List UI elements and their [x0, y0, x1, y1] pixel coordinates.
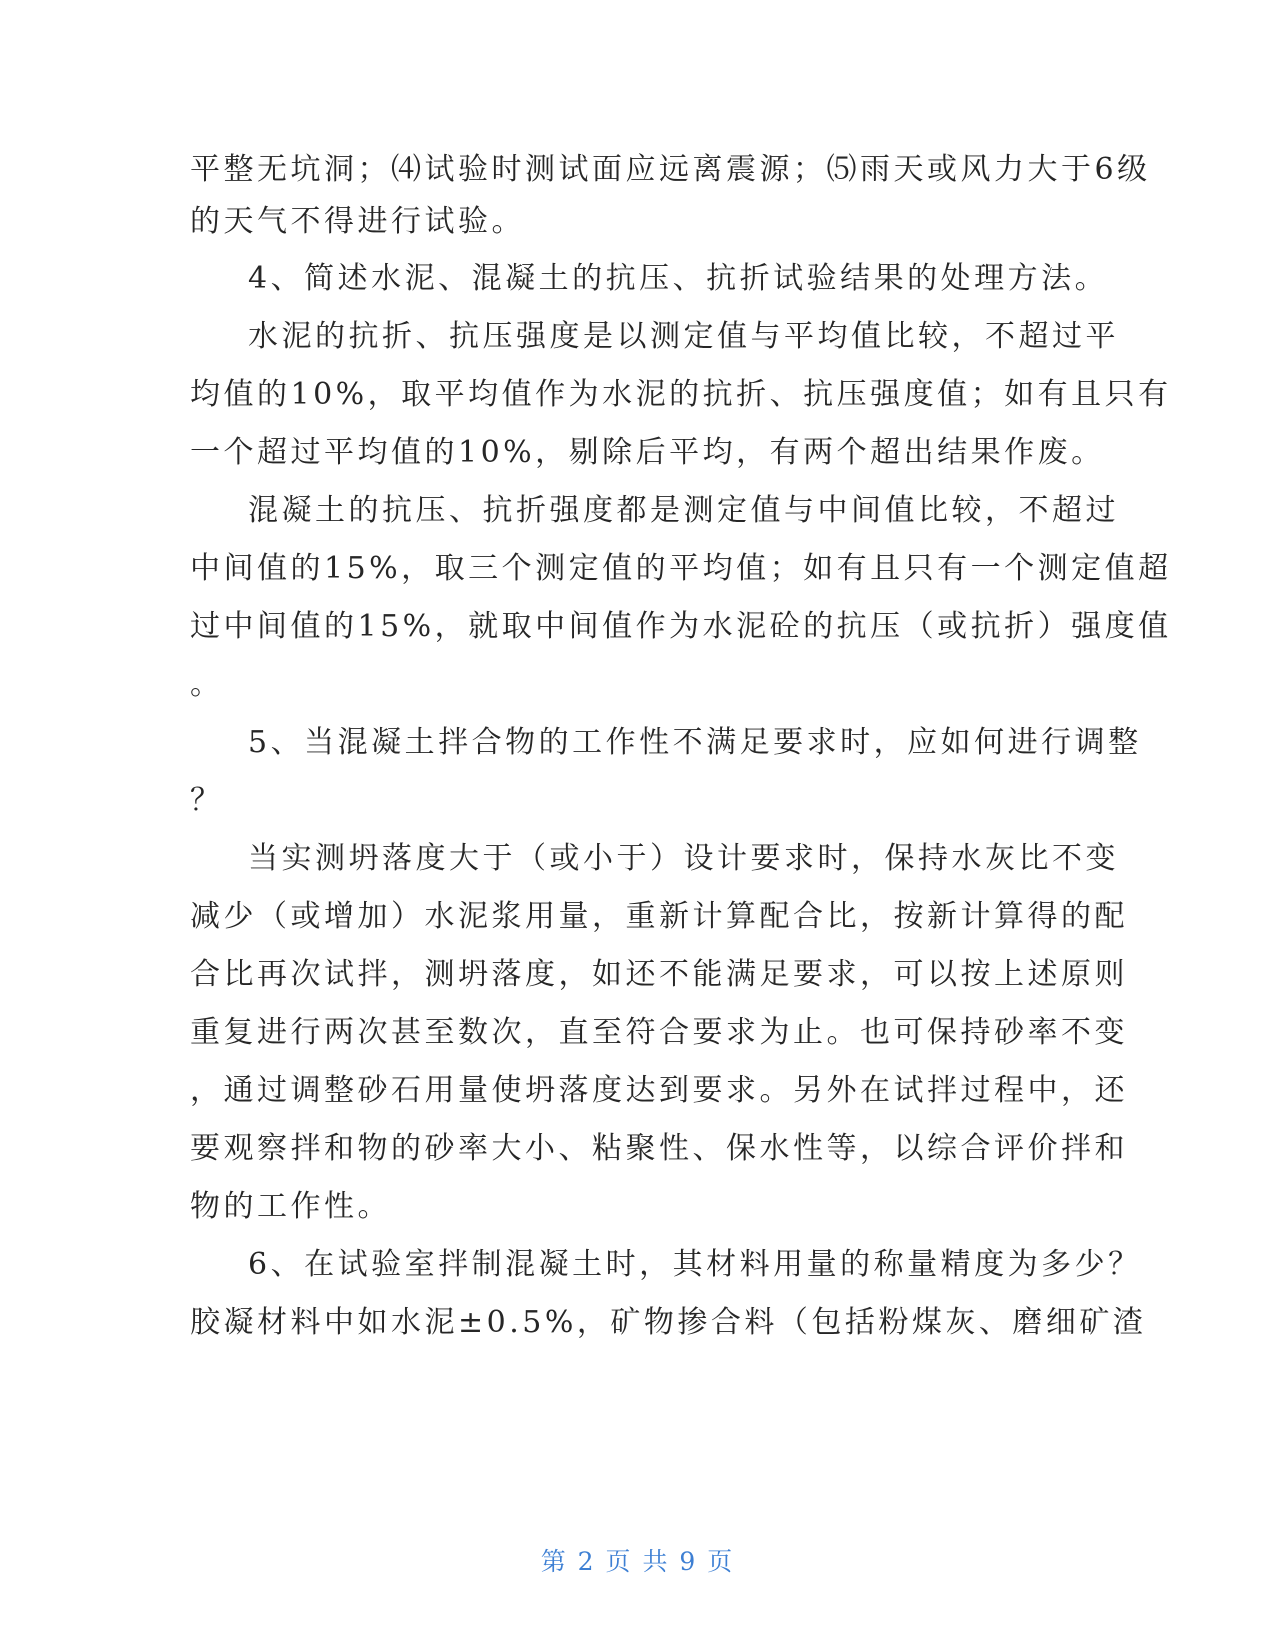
text-line-10: 。	[190, 667, 224, 702]
text-line-18: 要观察拌和物的砂率大小、粘聚性、保水性等，以综合评价拌和	[190, 1131, 1128, 1166]
text-line-4: 水泥的抗折、抗压强度是以测定值与平均值比较，不超过平	[248, 319, 1119, 354]
text-line-5: 均值的10%，取平均值作为水泥的抗折、抗压强度值；如有且只有	[190, 377, 1172, 412]
text-line-14: 减少（或增加）水泥浆用量，重新计算配合比，按新计算得的配	[190, 899, 1128, 934]
question-4-heading: 4、简述水泥、混凝土的抗压、抗折试验结果的处理方法。	[248, 261, 1109, 296]
text-line-16: 重复进行两次甚至数次，直至符合要求为止。也可保持砂率不变	[190, 1015, 1128, 1050]
text-line-7: 混凝土的抗压、抗折强度都是测定值与中间值比较，不超过	[248, 493, 1119, 528]
question-6-heading: 6、在试验室拌制混凝土时，其材料用量的称量精度为多少？	[248, 1247, 1142, 1282]
text-line-8: 中间值的15%，取三个测定值的平均值；如有且只有一个测定值超	[190, 551, 1172, 586]
text-line-1: 平整无坑洞；⑷试验时测试面应远离震源；⑸雨天或风力大于6级	[190, 152, 1151, 187]
question-5-heading: 5、当混凝土拌合物的工作性不满足要求时，应如何进行调整	[248, 725, 1142, 760]
text-line-15: 合比再次试拌，测坍落度，如还不能满足要求，可以按上述原则	[190, 957, 1128, 992]
text-line-2: 的天气不得进行试验。	[190, 204, 525, 239]
text-line-6: 一个超过平均值的10%，剔除后平均，有两个超出结果作废。	[190, 435, 1105, 470]
text-line-17: ，通过调整砂石用量使坍落度达到要求。另外在试拌过程中，还	[190, 1073, 1128, 1108]
text-line-9: 过中间值的15%，就取中间值作为水泥砼的抗压（或抗折）强度值	[190, 609, 1172, 644]
text-line-21: 胶凝材料中如水泥±0.5%，矿物掺合料（包括粉煤灰、磨细矿渣	[190, 1305, 1147, 1340]
text-line-13: 当实测坍落度大于（或小于）设计要求时，保持水灰比不变	[248, 841, 1119, 876]
text-line-19: 物的工作性。	[190, 1189, 391, 1224]
page-number-footer: 第 2 页 共 9 页	[540, 1547, 735, 1576]
text-line-12: ？	[190, 783, 224, 818]
